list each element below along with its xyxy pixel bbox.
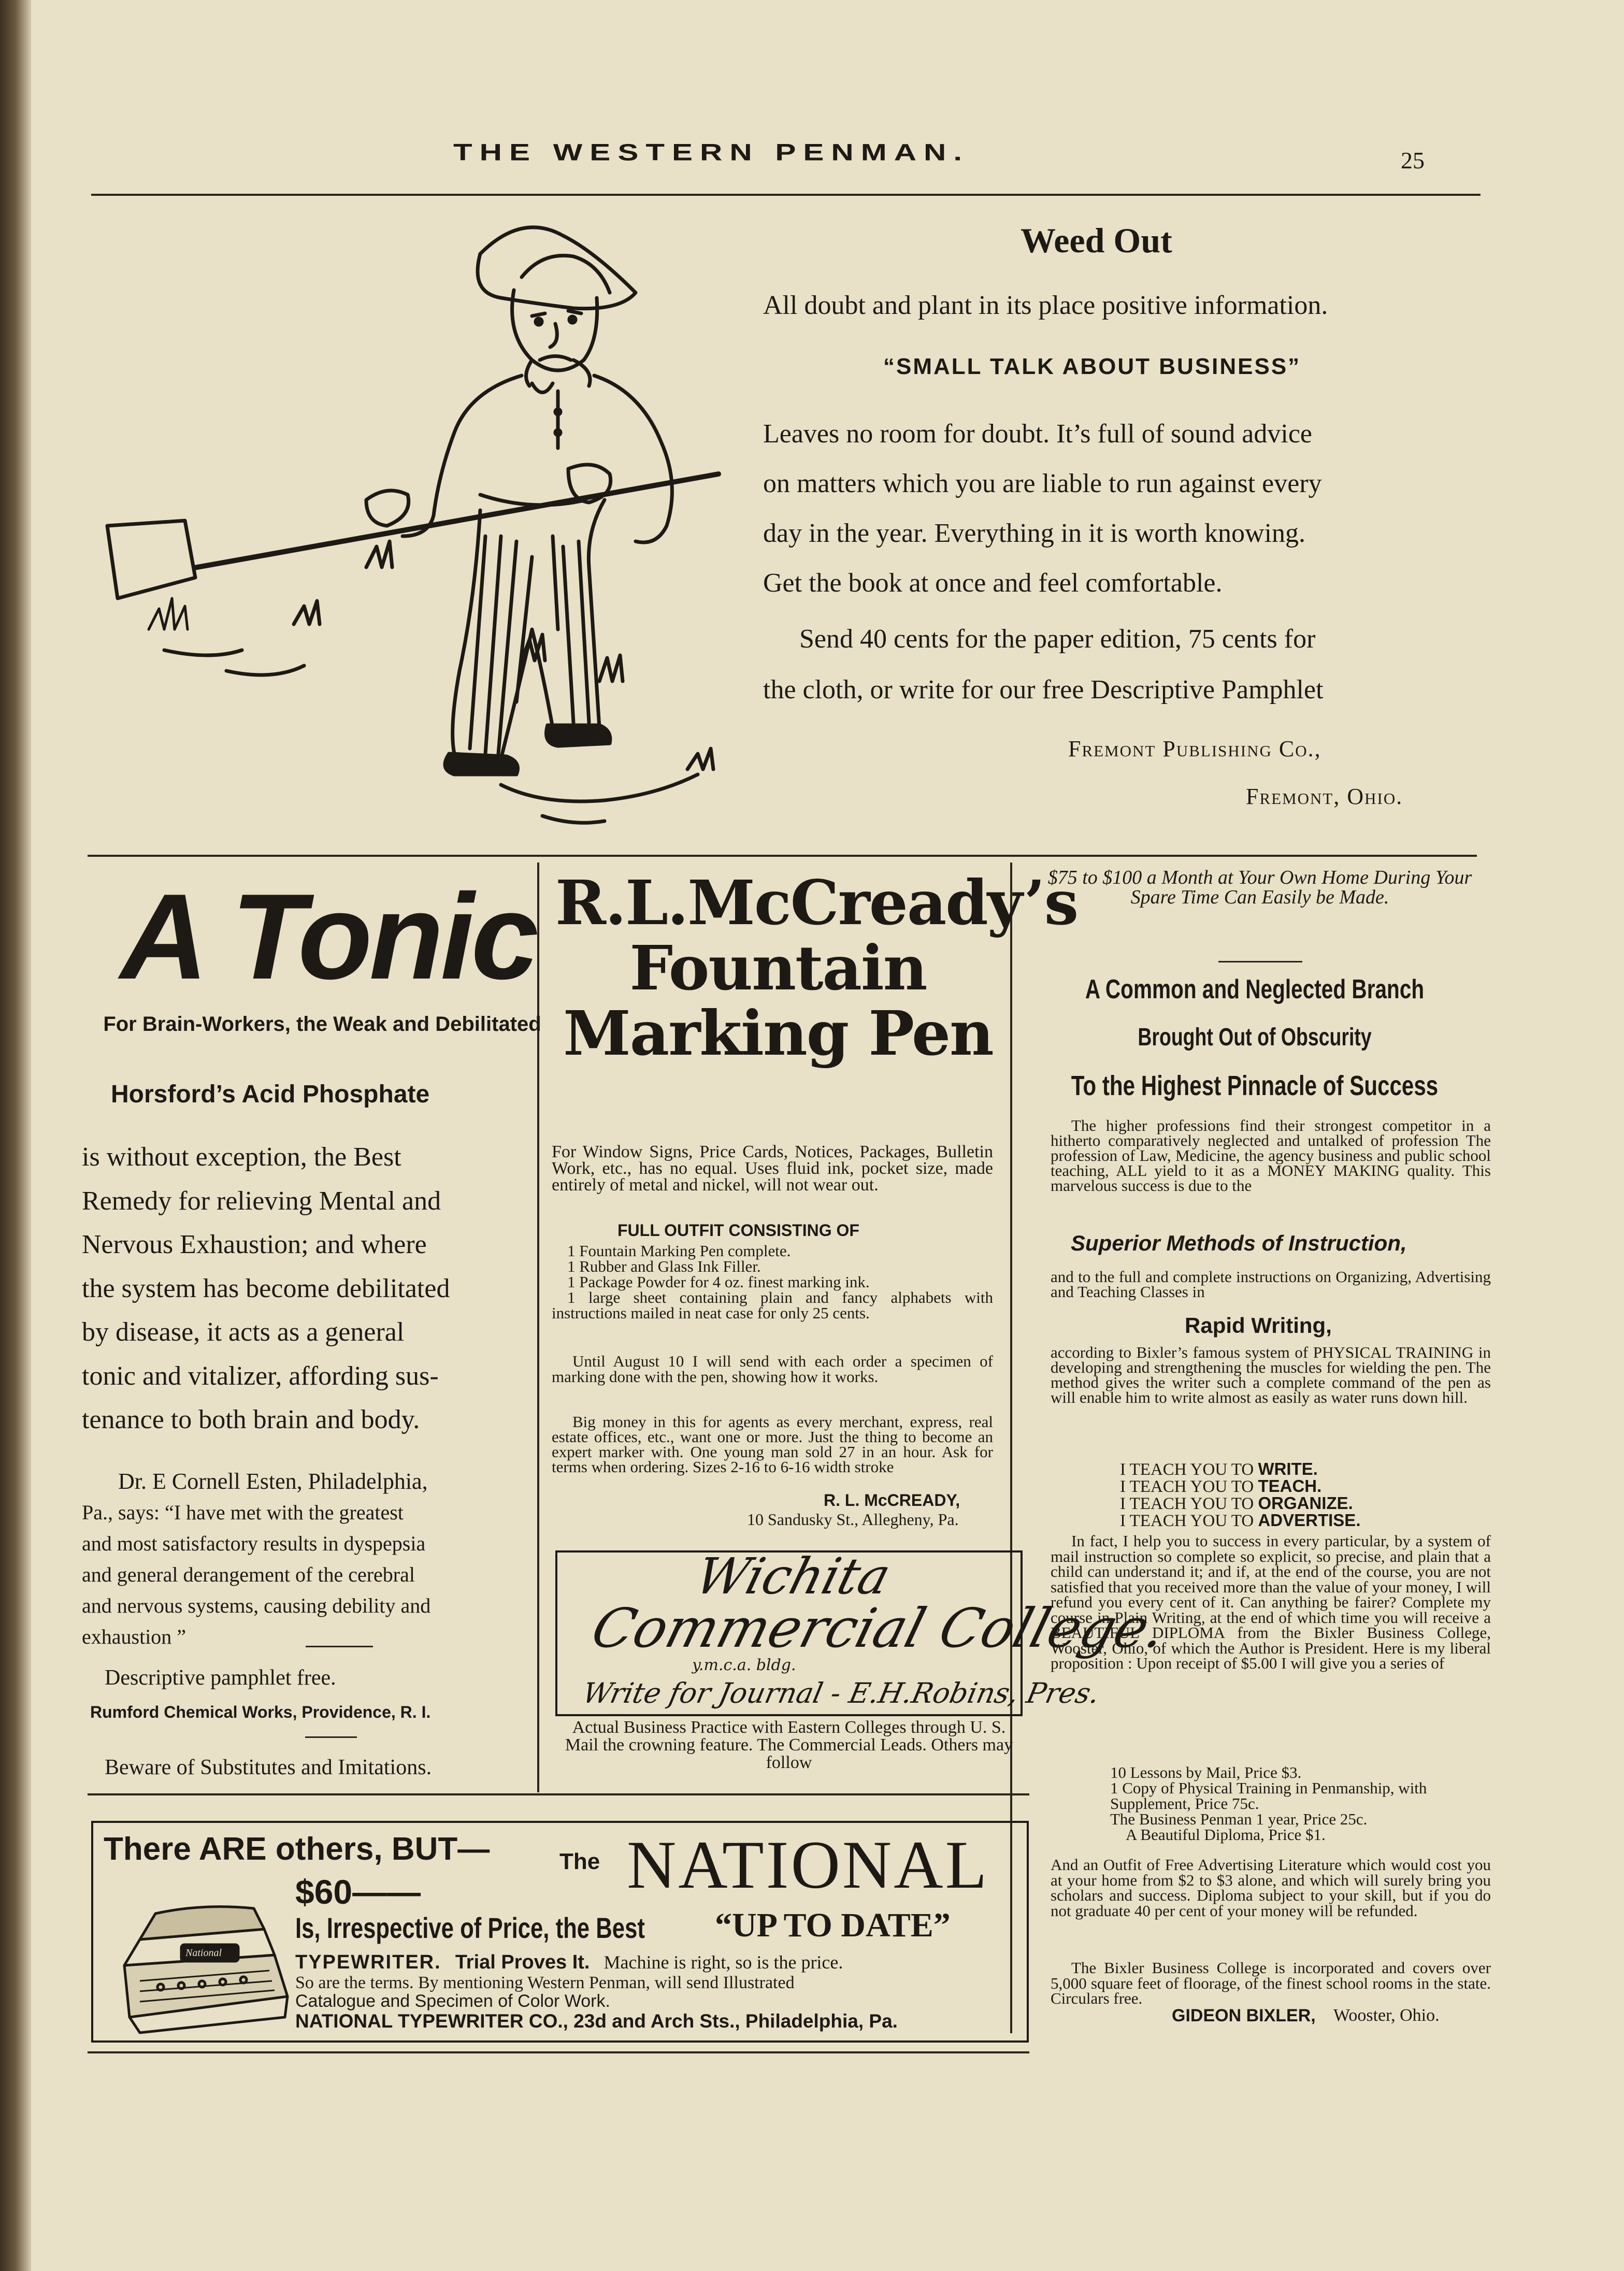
bixler-para-5: And an Outfit of Free Advertising Literature which would cost you at your home from $2 to $3 alone, and which will surely bring you scholars and success. Diploma subject to your skill, but if you do not graduate 40 per cent of your money will be refunded. — [1051, 1856, 1491, 1920]
outfit-item: 1 Rubber and Glass Ink Filler. — [567, 1257, 761, 1275]
mccready-agents: Big money in this for agents as every merchant, express, real estate offices, etc., want one or more. Just the thing to become an expert marker with. One young man sold 27 in an hour. Ask for terms when ordering. Sizes 2-16 to 6-16 width stroke — [552, 1413, 993, 1476]
tonic-beware: Beware of Substitutes and Imitations. — [105, 1756, 432, 1779]
magazine-page — [32, 0, 1624, 2271]
teach-word: WRITE. — [1258, 1459, 1318, 1478]
testimonial-line: exhaustion ” — [82, 1625, 186, 1648]
teach-prefix: I TEACH YOU TO — [1120, 1477, 1258, 1496]
mccready-offer: Until August 10 I will send with each order a specimen of marking done with the pen, showing how it works. — [552, 1352, 993, 1386]
bixler-heading-3: To the Highest Pinnacle of Success — [1071, 1070, 1439, 1101]
offer-item: A Beautiful Diploma, Price $1. — [1126, 1826, 1326, 1844]
weed-out-offer-line: the cloth, or write for our free Descriptive Pamphlet — [763, 675, 1324, 705]
bixler-short-rule — [1218, 961, 1302, 962]
wichita-script-title: Wichita — [689, 1547, 897, 1605]
bixler-signature-place: Wooster, Ohio. — [1333, 2006, 1440, 2025]
header-rule — [91, 194, 1481, 196]
typewriter-label: National — [185, 1947, 222, 1959]
testimonial-line: and most satisfactory results in dyspepsia — [82, 1532, 426, 1555]
wichita-script-subtitle: Commercial College. — [585, 1597, 1173, 1660]
mccready-outfit-heading: FULL OUTFIT CONSISTING OF — [617, 1221, 859, 1240]
wichita-advertisement — [555, 1547, 1173, 1716]
testimonial-line: and general derangement of the cerebral — [82, 1563, 415, 1586]
publisher-city: Fremont, Ohio. — [1246, 784, 1403, 809]
teach-word: ADVERTISE. — [1258, 1511, 1361, 1530]
teach-word: TEACH. — [1258, 1476, 1322, 1496]
mccready-intro: For Window Signs, Price Cards, Notices, Packages, Bulletin Work, etc., has no equal. Uses fluid ink, pocket size, made entirely of metal and nickel, will not wear out. — [552, 1142, 993, 1195]
bixler-para-3: according to Bixler’s famous system of PHYSICAL TRAINING in developing and strengthening the muscles for wielding the pen. The method gives the writer such a complete command of the pen as will enable him to write almost as easily as water runs down hill. — [1051, 1343, 1491, 1406]
teach-item — [1120, 1512, 1361, 1529]
tonic-short-rule-2 — [305, 1736, 357, 1738]
national-bottom-rule — [88, 2051, 1029, 2053]
weed-out-body-line: Leaves no room for doubt. It’s full of sound advice — [763, 419, 1312, 449]
weed-out-body-line: day in the year. Everything in it is worth knowing. — [763, 519, 1306, 548]
national-price: $60—— — [295, 1873, 421, 1911]
bixler-para-4: In fact, I help you to success in every particular, by a system of mail instruction so complete so explicit, so precise, and plain that a child can understand it; and if, at the end of the course, you are not satisfied that you received more than the value of your money, I will refund you every cent of it. Can anything be fairer? Complete my course in Plain Writing, at the end of which time you will receive a BEAUTIFUL DIPLOMA from the Bixler Business College, Wooster, Ohio, of which the Author is President. Here is my liberal proposition : Upon receipt of $5.00 I will give you a series of — [1051, 1532, 1491, 1672]
testimonial-line: Dr. E Cornell Esten, Philadelphia, — [118, 1469, 428, 1494]
teach-prefix: I TEACH YOU TO — [1120, 1460, 1258, 1479]
offer-item: 10 Lessons by Mail, Price $3. — [1110, 1763, 1302, 1781]
national-machine: Machine is right, so is the price. — [603, 1952, 843, 1973]
book-title: “SMALL TALK ABOUT BUSINESS” — [883, 354, 1301, 379]
tonic-product: Horsford’s Acid Phosphate — [111, 1081, 430, 1108]
teach-item — [1120, 1495, 1361, 1512]
bixler-superior: Superior Methods of Instruction, — [1071, 1231, 1407, 1255]
wichita-caption: Actual Business Practice with Eastern Colleges through U. S. Mail the crowning feature. The Commercial Leads. Others may follow — [565, 1718, 1013, 1772]
national-top-rule — [88, 1793, 1029, 1795]
bixler-heading-1: A Common and Neglected Branch — [1085, 974, 1425, 1004]
national-terms: So are the terms. By mentioning Western Penman, will send Illustrated — [295, 1973, 795, 1992]
national-irrespective: Is, Irrespective of Price, the Best — [295, 1911, 645, 1944]
weed-out-body-line: on matters which you are liable to run against every — [763, 469, 1322, 498]
farmer-with-hoe-illustration — [76, 205, 791, 831]
bixler-offer-list — [1051, 1765, 1491, 1843]
national-line-1 — [295, 1951, 843, 1974]
weed-out-body — [763, 409, 1488, 608]
national-typewriter-advertisement — [91, 1821, 1029, 2043]
teach-item — [1120, 1478, 1361, 1495]
mccready-title-line: R.L.McCready’s — [555, 867, 1078, 939]
publisher-name: Fremont Publishing Co., — [1068, 736, 1321, 761]
tonic-company: Rumford Chemical Works, Providence, R. I. — [90, 1703, 431, 1721]
weed-out-heading: Weed Out — [1021, 221, 1172, 260]
bixler-tagline: $75 to $100 a Month at Your Own Home During Your Spare Time Can Easily be Made. — [1047, 867, 1472, 908]
tonic-short-rule — [306, 1646, 373, 1647]
bixler-para-6: The Bixler Business College is incorporated and covers over 5,000 square feet of floorage, of the finest school rooms in the state. Circulars free. — [1051, 1959, 1491, 2007]
tonic-pamphlet: Descriptive pamphlet free. — [105, 1666, 336, 1690]
bixler-heading-2: Brought Out of Obscurity — [1138, 1024, 1372, 1051]
tonic-body-line: the system has become debilitated — [82, 1273, 450, 1303]
mccready-title-line: Fountain — [629, 932, 927, 1004]
binding-edge — [0, 0, 31, 2271]
wichita-ymca: y.m.c.a. bldg. — [692, 1656, 796, 1674]
weed-out-body-line: Get the book at once and feel comfortable. — [763, 568, 1223, 598]
teach-prefix: I TEACH YOU TO — [1120, 1512, 1258, 1530]
weed-out-offer — [763, 614, 1488, 715]
bixler-rapid: Rapid Writing, — [1185, 1313, 1332, 1338]
tonic-title: A Tonic — [120, 868, 536, 1004]
mccready-title — [555, 867, 1078, 1069]
national-brand: NATIONAL — [627, 1827, 989, 1903]
bixler-intro: The higher professions find their strongest competitor in a hitherto comparatively neglected and untalked of profession The profession of Law, Medicine, the agency business and public school teaching, ALL yield to it as a MONEY MAKING quality. This marvelous success is due to the — [1051, 1116, 1491, 1195]
tonic-body-line: Nervous Exhaustion; and where — [82, 1230, 427, 1259]
running-head: THE WESTERN PENMAN. — [453, 139, 970, 165]
tonic-body-line: tenance to both brain and body. — [82, 1405, 420, 1434]
offer-item: The Business Penman 1 year, Price 25c. — [1110, 1810, 1368, 1828]
tonic-subtitle: For Brain-Workers, the Weak and Debilitated — [103, 1013, 541, 1036]
mccready-title-line: Marking Pen — [563, 997, 993, 1069]
outfit-item: 1 Fountain Marking Pen complete. — [567, 1242, 791, 1260]
tonic-testimonial — [82, 1466, 569, 1652]
mccready-signature: R. L. McCREADY, — [824, 1491, 960, 1510]
bixler-para-2: and to the full and complete instructions on Organizing, Advertising and Teaching Classes in — [1051, 1268, 1491, 1301]
tonic-body-line: by disease, it acts as a general — [82, 1317, 405, 1347]
page-number: 25 — [1401, 147, 1425, 174]
national-trial: Trial Proves It. — [455, 1951, 590, 1973]
national-up-to-date: “UP TO DATE” — [715, 1906, 951, 1944]
outfit-item: 1 large sheet containing plain and fancy alphabets with instructions mailed in neat case for only 25 cents. — [552, 1288, 993, 1322]
bixler-teach-list — [1120, 1461, 1361, 1529]
teach-prefix: I TEACH YOU TO — [1120, 1494, 1258, 1513]
weed-out-line1: All doubt and plant in its place positive information. — [763, 291, 1328, 320]
typewriter-illustration — [109, 1893, 295, 2038]
bixler-signature: GIDEON BIXLER, — [1172, 2006, 1316, 2025]
national-the: The — [559, 1849, 600, 1874]
teach-word: ORGANIZE. — [1258, 1493, 1353, 1513]
tonic-body-line: tonic and vitalizer, affording sus- — [82, 1361, 439, 1391]
national-typewriter-word: TYPEWRITER. — [295, 1951, 441, 1973]
offer-item: 1 Copy of Physical Training in Penmanship, with Supplement, Price 75c. — [1110, 1779, 1427, 1813]
teach-item — [1120, 1461, 1361, 1478]
national-there-are: There ARE others, BUT— — [104, 1831, 490, 1867]
national-company: NATIONAL TYPEWRITER CO., 23d and Arch Sts., Philadelphia, Pa. — [295, 2010, 898, 2032]
tonic-body-line: Remedy for relieving Mental and — [82, 1186, 441, 1216]
testimonial-line: and nervous systems, causing debility and — [82, 1594, 431, 1617]
mccready-address: 10 Sandusky St., Allegheny, Pa. — [747, 1510, 959, 1529]
tonic-body — [82, 1136, 569, 1442]
testimonial-line: Pa., says: “I have met with the greatest — [82, 1501, 404, 1524]
weed-out-offer-line: Send 40 cents for the paper edition, 75 cents for — [799, 624, 1316, 654]
outfit-item: 1 Package Powder for 4 oz. finest marking ink. — [567, 1273, 870, 1291]
mccready-outfit-list — [552, 1243, 993, 1321]
section-rule — [88, 855, 1477, 857]
wichita-write-line: Write for Journal - E.H.Robins, Pres. — [580, 1677, 1103, 1709]
national-catalogue: Catalogue and Specimen of Color Work. — [295, 1991, 610, 2011]
tonic-body-line: is without exception, the Best — [82, 1142, 401, 1172]
